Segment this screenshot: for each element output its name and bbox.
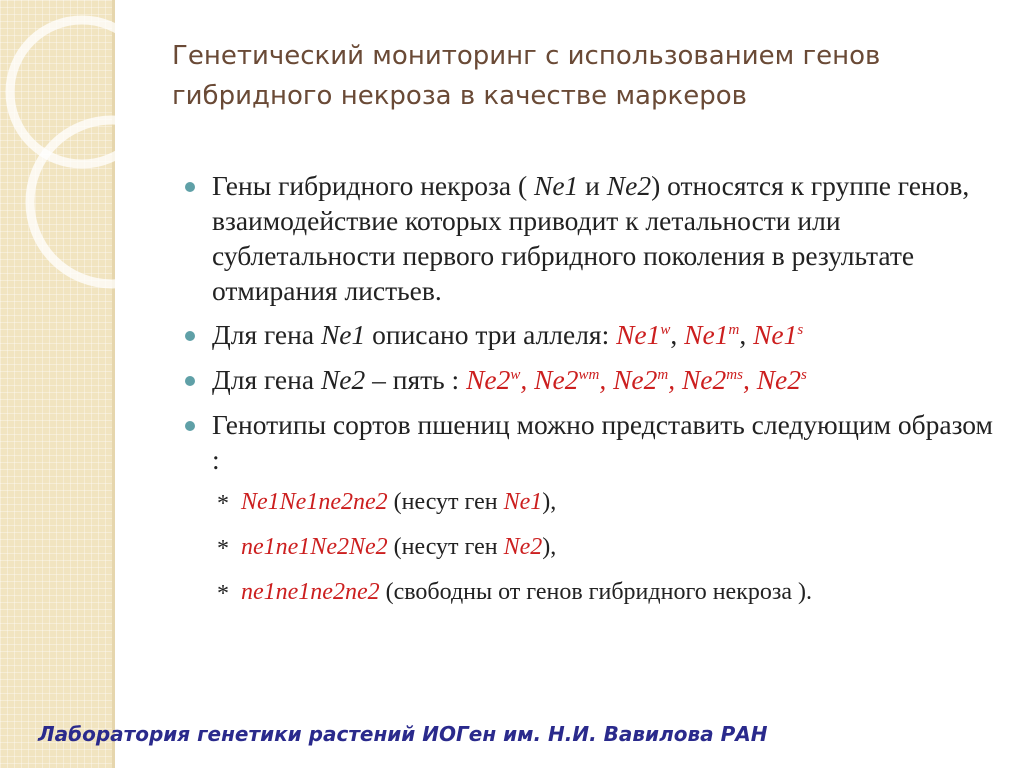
bullet-item bbox=[185, 168, 1000, 308]
bullet-dot-icon bbox=[185, 376, 195, 386]
allele-ne2wm: $Ne2^{wm}$, bbox=[534, 364, 614, 395]
ring-upper bbox=[10, 20, 154, 164]
allele-ne1m: Ne1$^m$ bbox=[684, 319, 740, 350]
allele-separator: , bbox=[670, 319, 685, 350]
bullet-text: – пять : bbox=[365, 364, 467, 395]
bullet-text: и bbox=[578, 170, 607, 201]
genotype-text: (свободны от генов гибридного некроза ). bbox=[379, 579, 812, 605]
bullet-item bbox=[185, 362, 1000, 397]
allele-ne2m: Ne2$^m$, bbox=[613, 364, 682, 395]
allele-ne2w: Ne2$^w$, bbox=[466, 364, 535, 395]
genotype-item bbox=[185, 532, 1000, 563]
allele-ne1s: Ne1$^s$ bbox=[753, 319, 804, 350]
gene-name: Ne2 bbox=[606, 170, 652, 201]
bullet-text: описано три аллеля: bbox=[365, 319, 617, 350]
bullet-dot-icon bbox=[185, 421, 195, 431]
gene-name: Ne1 bbox=[320, 319, 366, 350]
decorative-rings bbox=[0, 0, 200, 300]
gene-name: Ne1 bbox=[533, 170, 579, 201]
genotype-formula: Ne1Ne1ne2ne2 bbox=[241, 489, 388, 515]
bullet-dot-icon bbox=[185, 331, 195, 341]
slide-title: Генетический мониторинг с использованием генов гибридного некроза в качестве маркеров bbox=[172, 41, 881, 111]
allele-separator: , bbox=[739, 319, 754, 350]
genotype-text: ), bbox=[542, 534, 557, 560]
allele-ne1w: Ne1$^w$ bbox=[616, 319, 671, 350]
slide-content bbox=[185, 168, 1000, 622]
gene-name: Ne2 bbox=[503, 534, 543, 560]
asterisk-marker: * bbox=[217, 536, 229, 562]
bullet-dot-icon bbox=[185, 182, 195, 192]
footer-lab-name: Лаборатория генетики растений ИОГен им. Н.И. Вавилова РАН bbox=[38, 722, 768, 746]
genotype-item bbox=[185, 577, 1000, 608]
asterisk-marker: * bbox=[217, 491, 229, 517]
allele-ne2ms: $Ne2^{ms}$, bbox=[681, 364, 757, 395]
genotype-item bbox=[185, 487, 1000, 518]
bullet-text: Гены гибридного некроза ( bbox=[212, 170, 534, 201]
bullet-item bbox=[185, 317, 1000, 352]
genotype-text: ), bbox=[542, 489, 557, 515]
genotype-list bbox=[185, 487, 1000, 608]
bullet-text: ) относятся к группе генов, взаимодействие которых приводит к летальности или сублетальности первого гибридного поколения в результате отмирания листьев. bbox=[212, 170, 970, 306]
asterisk-marker: * bbox=[217, 581, 229, 607]
gene-name: Ne1 bbox=[503, 489, 543, 515]
genotype-formula: ne1ne1ne2ne2 bbox=[241, 579, 380, 605]
allele-ne2s: Ne2$^s$ bbox=[756, 364, 807, 395]
bullet-item bbox=[185, 407, 1000, 477]
genotype-formula: ne1ne1Ne2Ne2 bbox=[241, 534, 388, 560]
bullet-text: Для гена bbox=[212, 364, 321, 395]
gene-name: Ne2 bbox=[320, 364, 366, 395]
genotype-text: (несут ген bbox=[387, 489, 504, 515]
bullet-text: Для гена bbox=[212, 319, 321, 350]
ring-lower bbox=[30, 120, 194, 284]
genotype-text: (несут ген bbox=[387, 534, 504, 560]
bullet-text: Генотипы сортов пшениц можно представить следующим образом : bbox=[212, 409, 993, 475]
